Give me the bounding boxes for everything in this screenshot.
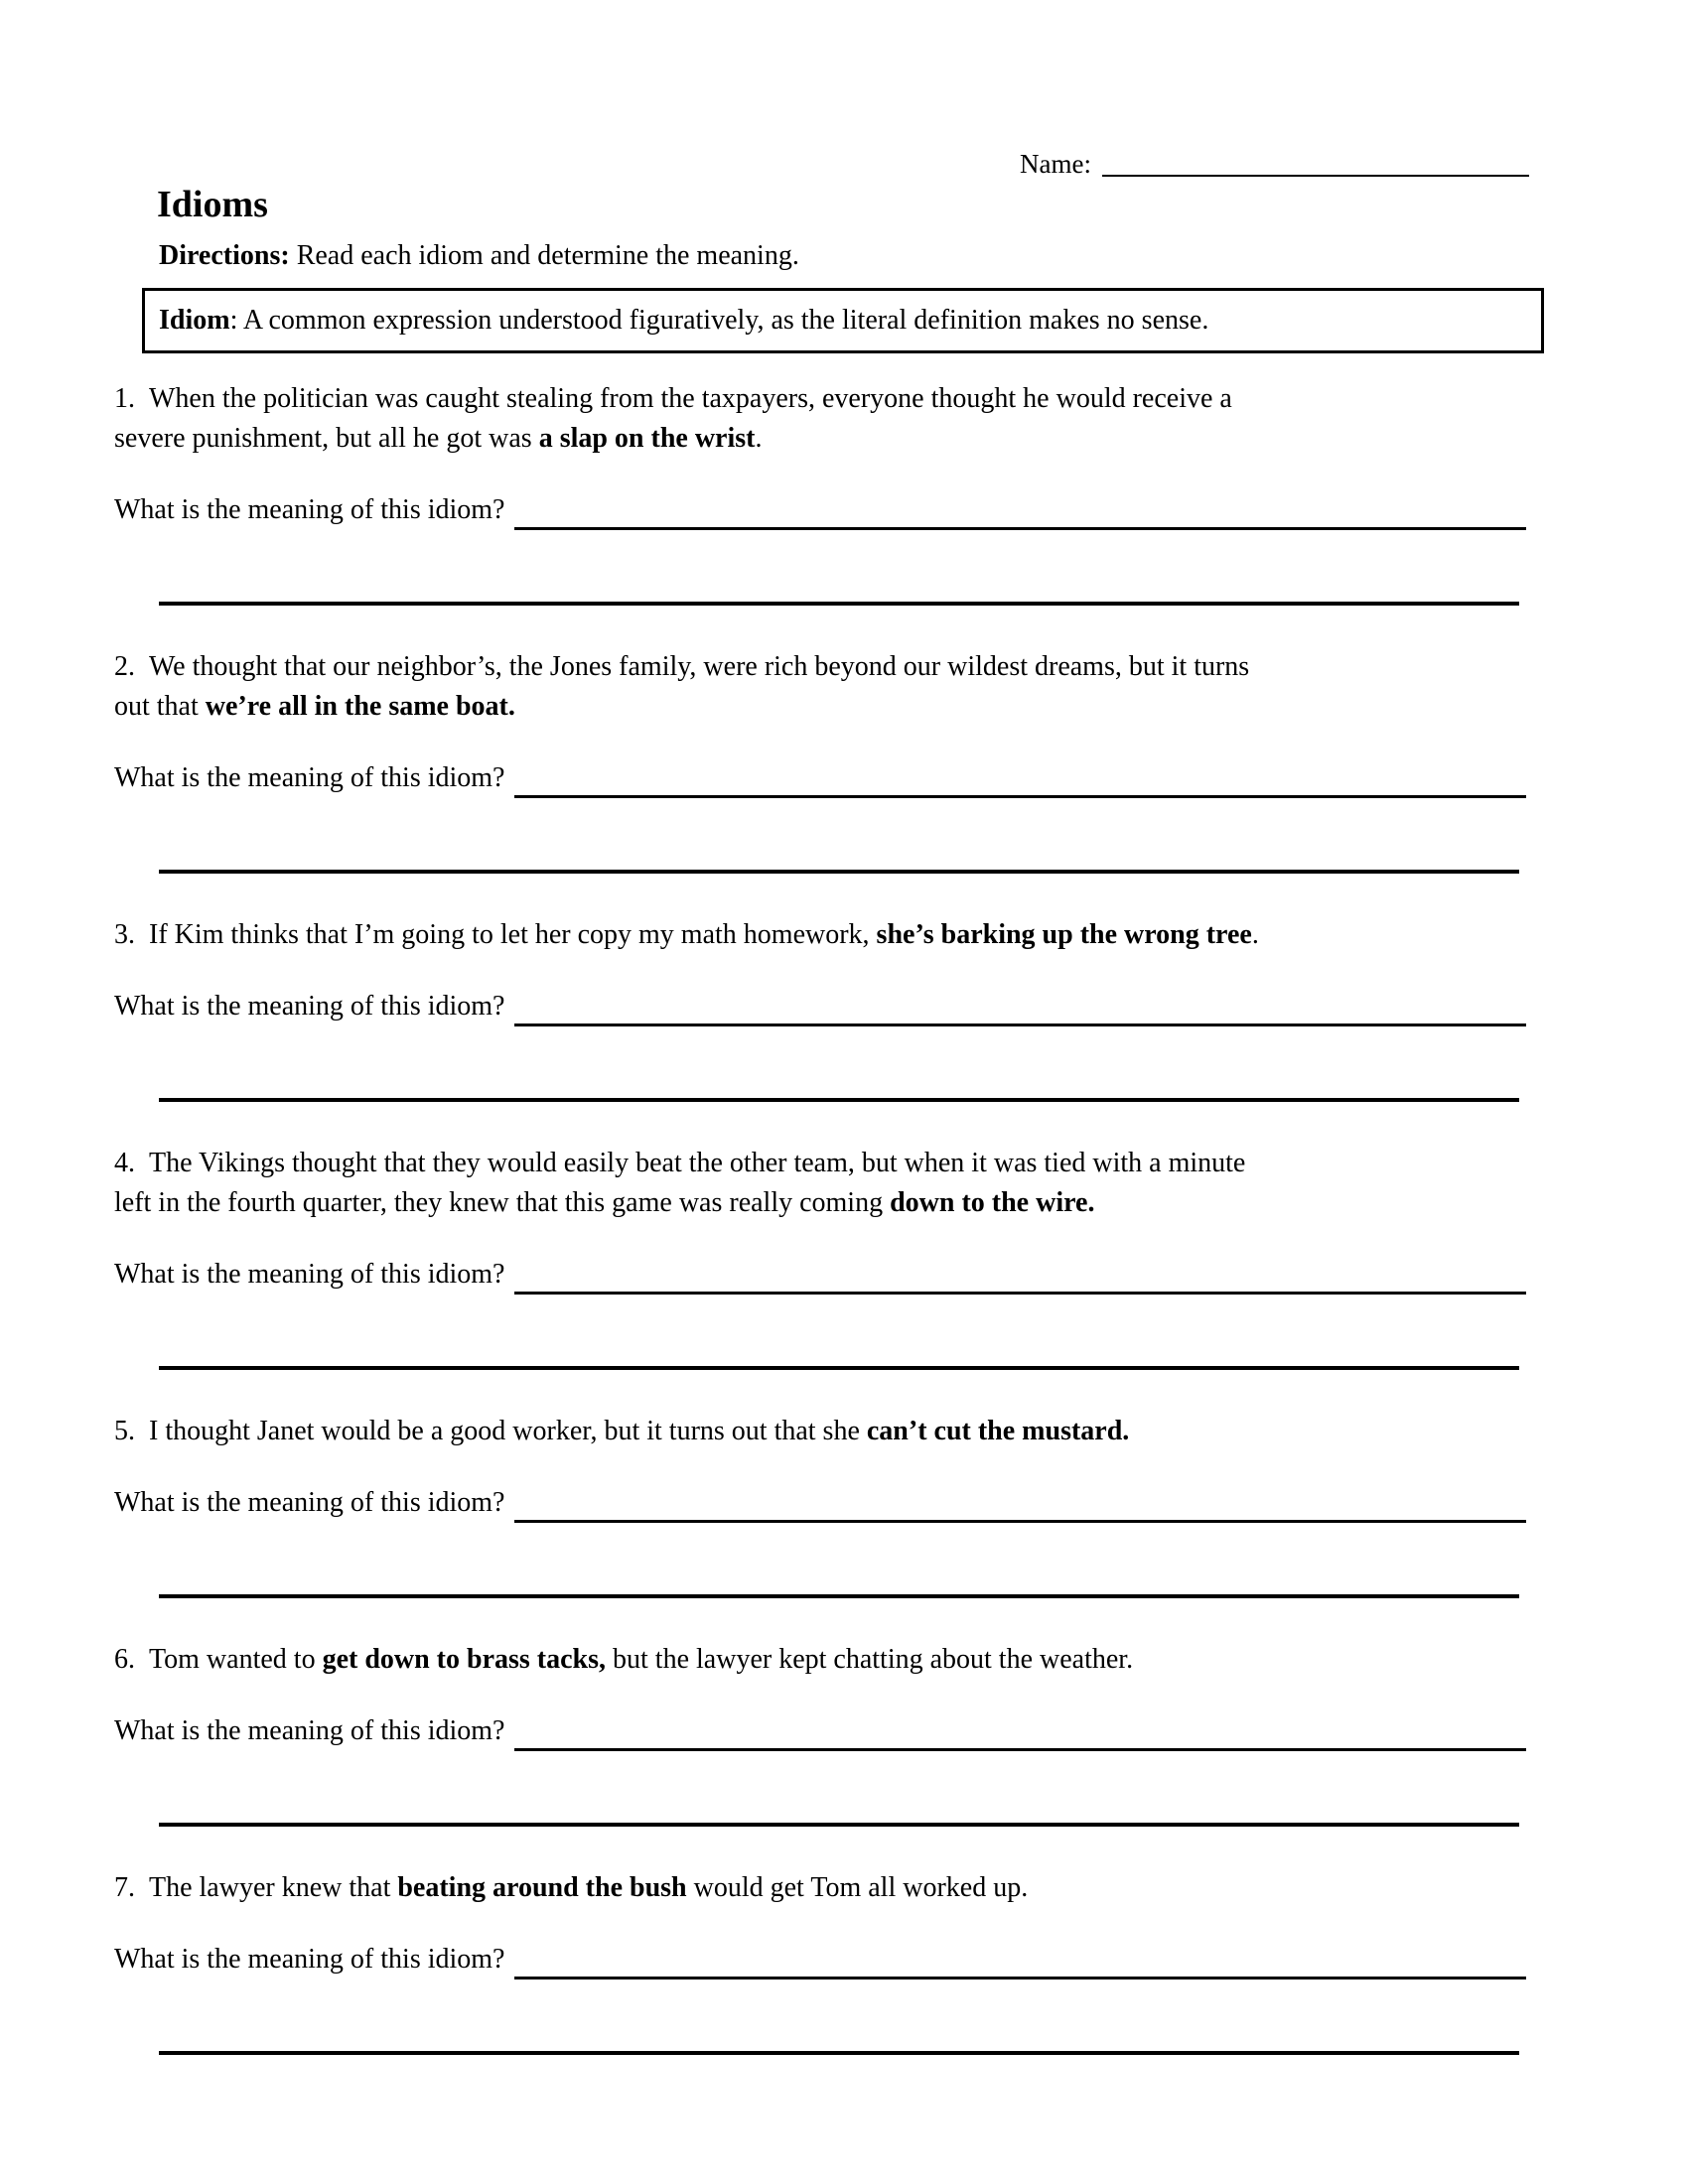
question-sentence: [114, 1144, 1534, 1223]
question-sentence: [114, 1640, 1534, 1680]
directions-text: Read each idiom and determine the meaning.: [296, 240, 799, 271]
name-blank-line: [1102, 175, 1529, 177]
definition-term: Idiom: [159, 305, 230, 336]
sentence-text: would get Tom all worked up.: [686, 1872, 1029, 1903]
sentence-text: .: [1251, 919, 1259, 950]
answer-line: [514, 1940, 1526, 1979]
answer-line-full: [159, 1823, 1519, 1827]
idiom-phrase: get down to brass tacks,: [322, 1644, 607, 1675]
question-item: [114, 1144, 1534, 1370]
meaning-prompt: What is the meaning of this idiom?: [114, 991, 505, 1022]
question-number: 1.: [114, 383, 135, 414]
idiom-phrase: she’s barking up the wrong tree: [876, 919, 1252, 950]
idiom-phrase: can’t cut the mustard.: [866, 1416, 1130, 1446]
meaning-prompt-row: [114, 758, 1534, 798]
question-number: 3.: [114, 919, 135, 950]
sentence-text: When the politician was caught stealing from the taxpayers, everyone thought he would receive a: [149, 383, 1232, 414]
meaning-prompt-row: [114, 1483, 1534, 1523]
definition-text: : A common expression understood figuratively, as the literal definition makes no sense.: [229, 305, 1209, 336]
answer-line-full: [159, 1098, 1519, 1102]
answer-line-full: [159, 602, 1519, 606]
question-number: 6.: [114, 1644, 135, 1675]
meaning-prompt: What is the meaning of this idiom?: [114, 1944, 505, 1975]
question-sentence: [114, 1412, 1534, 1451]
idiom-definition-box: [142, 288, 1544, 353]
page-title: Idioms: [157, 184, 268, 225]
sentence-text: out that: [114, 691, 206, 722]
question-sentence: [114, 1868, 1534, 1908]
answer-line: [514, 490, 1526, 530]
meaning-prompt-row: [114, 987, 1534, 1026]
answer-line: [514, 1711, 1526, 1751]
meaning-prompt: What is the meaning of this idiom?: [114, 1259, 505, 1290]
idiom-phrase: down to the wire.: [890, 1187, 1095, 1218]
meaning-prompt: What is the meaning of this idiom?: [114, 1487, 505, 1518]
questions-list: [114, 379, 1534, 2055]
sentence-text: The lawyer knew that: [149, 1872, 398, 1903]
meaning-prompt-row: [114, 1711, 1534, 1751]
sentence-text: left in the fourth quarter, they knew that this game was really coming: [114, 1187, 891, 1218]
answer-line-full: [159, 1594, 1519, 1598]
meaning-prompt-row: [114, 490, 1534, 530]
question-item: [114, 1640, 1534, 1827]
directions: [159, 236, 799, 276]
answer-line-full: [159, 870, 1519, 874]
meaning-prompt: What is the meaning of this idiom?: [114, 762, 505, 793]
directions-label: Directions:: [159, 240, 290, 271]
question-number: 5.: [114, 1416, 135, 1446]
question-item: [114, 379, 1534, 606]
meaning-prompt: What is the meaning of this idiom?: [114, 494, 505, 525]
answer-line: [514, 987, 1526, 1026]
idiom-phrase: we’re all in the same boat.: [205, 691, 515, 722]
answer-line-full: [159, 2051, 1519, 2055]
sentence-text: We thought that our neighbor’s, the Jones family, were rich beyond our wildest dreams, but it turns: [149, 651, 1250, 682]
question-number: 2.: [114, 651, 135, 682]
meaning-prompt: What is the meaning of this idiom?: [114, 1715, 505, 1746]
name-row: [1020, 147, 1091, 181]
meaning-prompt-row: [114, 1255, 1534, 1295]
answer-line-full: [159, 1366, 1519, 1370]
idiom-phrase: a slap on the wrist: [538, 423, 756, 454]
question-number: 4.: [114, 1148, 135, 1178]
sentence-text: The Vikings thought that they would easily beat the other team, but when it was tied with a minute: [149, 1148, 1246, 1178]
answer-line: [514, 758, 1526, 798]
sentence-text: severe punishment, but all he got was: [114, 423, 539, 454]
answer-line: [514, 1483, 1526, 1523]
sentence-text: If Kim thinks that I’m going to let her copy my math homework,: [149, 919, 877, 950]
name-label: Name:: [1020, 149, 1091, 179]
sentence-text: .: [755, 423, 763, 454]
sentence-text: Tom wanted to: [149, 1644, 323, 1675]
question-sentence: [114, 647, 1534, 727]
question-item: [114, 1412, 1534, 1598]
question-sentence: [114, 379, 1534, 459]
answer-line: [514, 1255, 1526, 1295]
idiom-phrase: beating around the bush: [397, 1872, 687, 1903]
question-number: 7.: [114, 1872, 135, 1903]
meaning-prompt-row: [114, 1940, 1534, 1979]
sentence-text: I thought Janet would be a good worker, but it turns out that she: [149, 1416, 867, 1446]
question-item: [114, 1868, 1534, 2055]
question-item: [114, 647, 1534, 874]
question-sentence: [114, 915, 1534, 955]
sentence-text: but the lawyer kept chatting about the weather.: [606, 1644, 1134, 1675]
question-item: [114, 915, 1534, 1102]
